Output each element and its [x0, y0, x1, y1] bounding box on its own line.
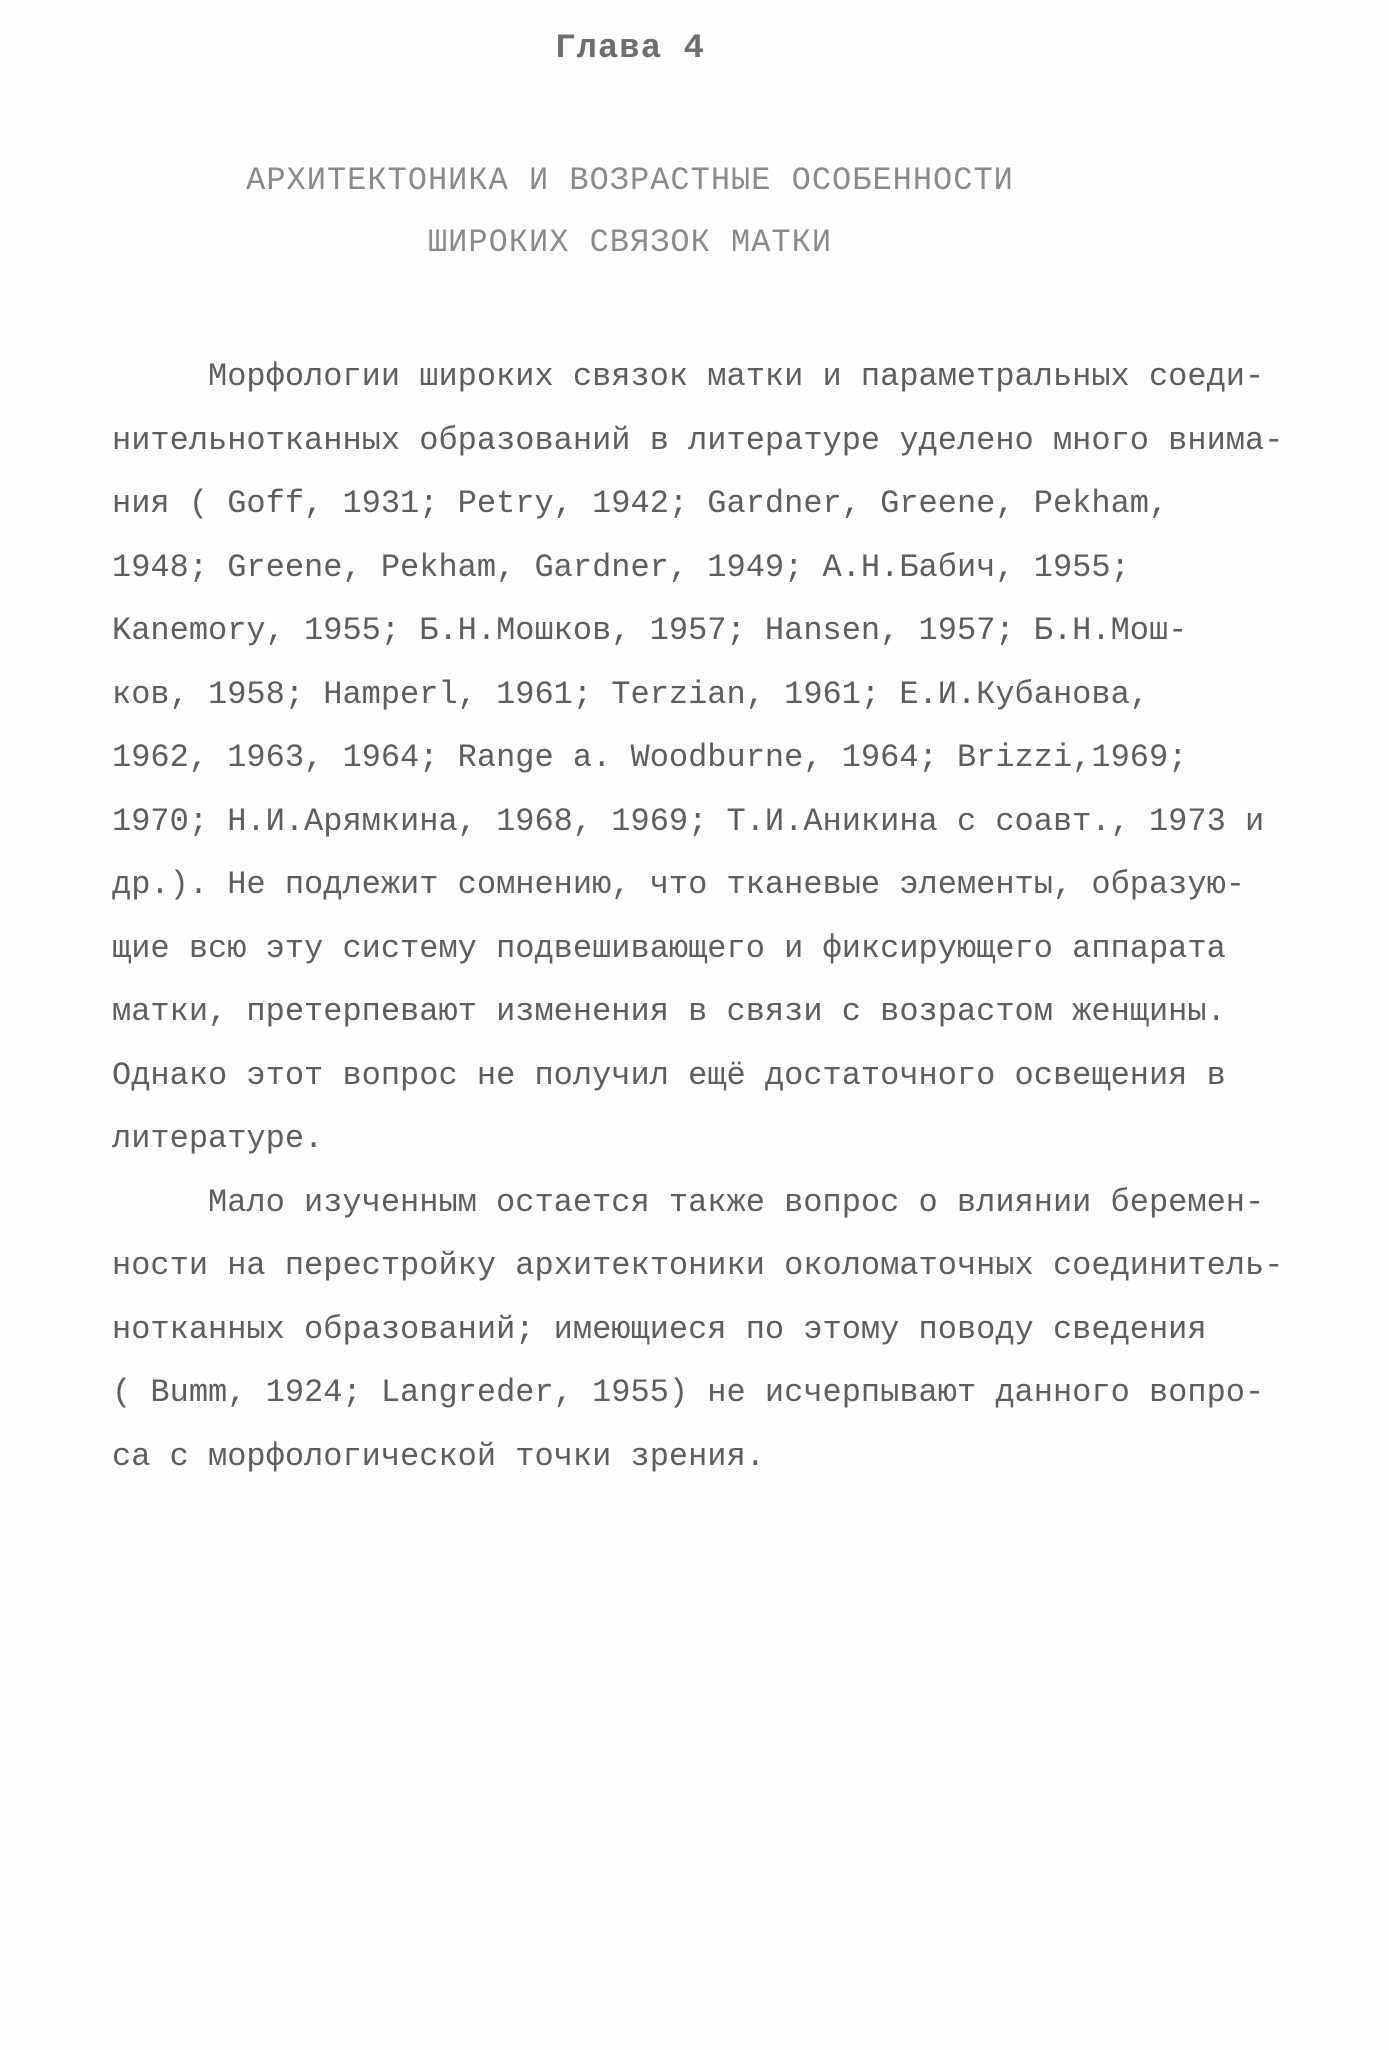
text-line: ности на перестройку архитектоники околоматочных соединитель-: [112, 1247, 1284, 1284]
chapter-title: [0, 150, 1260, 274]
chapter-title-line-1: АРХИТЕКТОНИКА И ВОЗРАСТНЫЕ ОСОБЕННОСТИ: [246, 162, 1014, 199]
paragraph-1: [112, 345, 1292, 1171]
text-line: 1970; Н.И.Арямкина, 1968, 1969; Т.И.Аникина с соавт., 1973 и: [112, 802, 1265, 840]
paragraph-2: [112, 1171, 1292, 1489]
text-line: ков, 1958; Hamperl, 1961; Terzian, 1961; Е.И.Кубанова,: [112, 675, 1149, 713]
text-line: ( Bumm, 1924; Langreder, 1955) не исчерпывают данного вопро-: [112, 1374, 1265, 1411]
chapter-title-line-2: ШИРОКИХ СВЯЗОК МАТКИ: [427, 224, 833, 261]
body-text: [112, 345, 1292, 1488]
text-line: нительнотканных образований в литературе уделено много внима-: [112, 421, 1284, 459]
text-line: 1948; Greene, Pekham, Gardner, 1949; А.Н.Бабич, 1955;: [112, 548, 1130, 586]
text-line: Однако этот вопрос не получил ещё достаточного освещения в: [112, 1056, 1226, 1094]
text-line: литературе.: [112, 1120, 324, 1157]
text-line: Kanemory, 1955; Б.Н.Мошков, 1957; Hansen, 1957; Б.Н.Мош-: [112, 612, 1188, 649]
text-line: 1962, 1963, 1964; Range a. Woodburne, 1964; Brizzi,1969;: [112, 739, 1188, 776]
text-line: щие всю эту систему подвешивающего и фиксирующего аппарата: [112, 929, 1226, 967]
text-line: Мало изученным остается также вопрос о влиянии беремен-: [208, 1183, 1265, 1221]
text-line: са с морфологической точки зрения.: [112, 1437, 765, 1475]
chapter-heading: Глава 4: [555, 30, 705, 68]
text-line: Морфологии широких связок матки и параметральных соеди-: [208, 358, 1265, 395]
text-line: матки, претерпевают изменения в связи с возрастом женщины.: [112, 993, 1226, 1030]
text-line: др.). Не подлежит сомнению, что тканевые элементы, образую-: [112, 866, 1245, 903]
text-line: нотканных образований; имеющиеся по этому поводу сведения: [112, 1310, 1207, 1348]
text-line: ния ( Goff, 1931; Petry, 1942; Gardner, Greene, Pekham,: [112, 485, 1169, 522]
